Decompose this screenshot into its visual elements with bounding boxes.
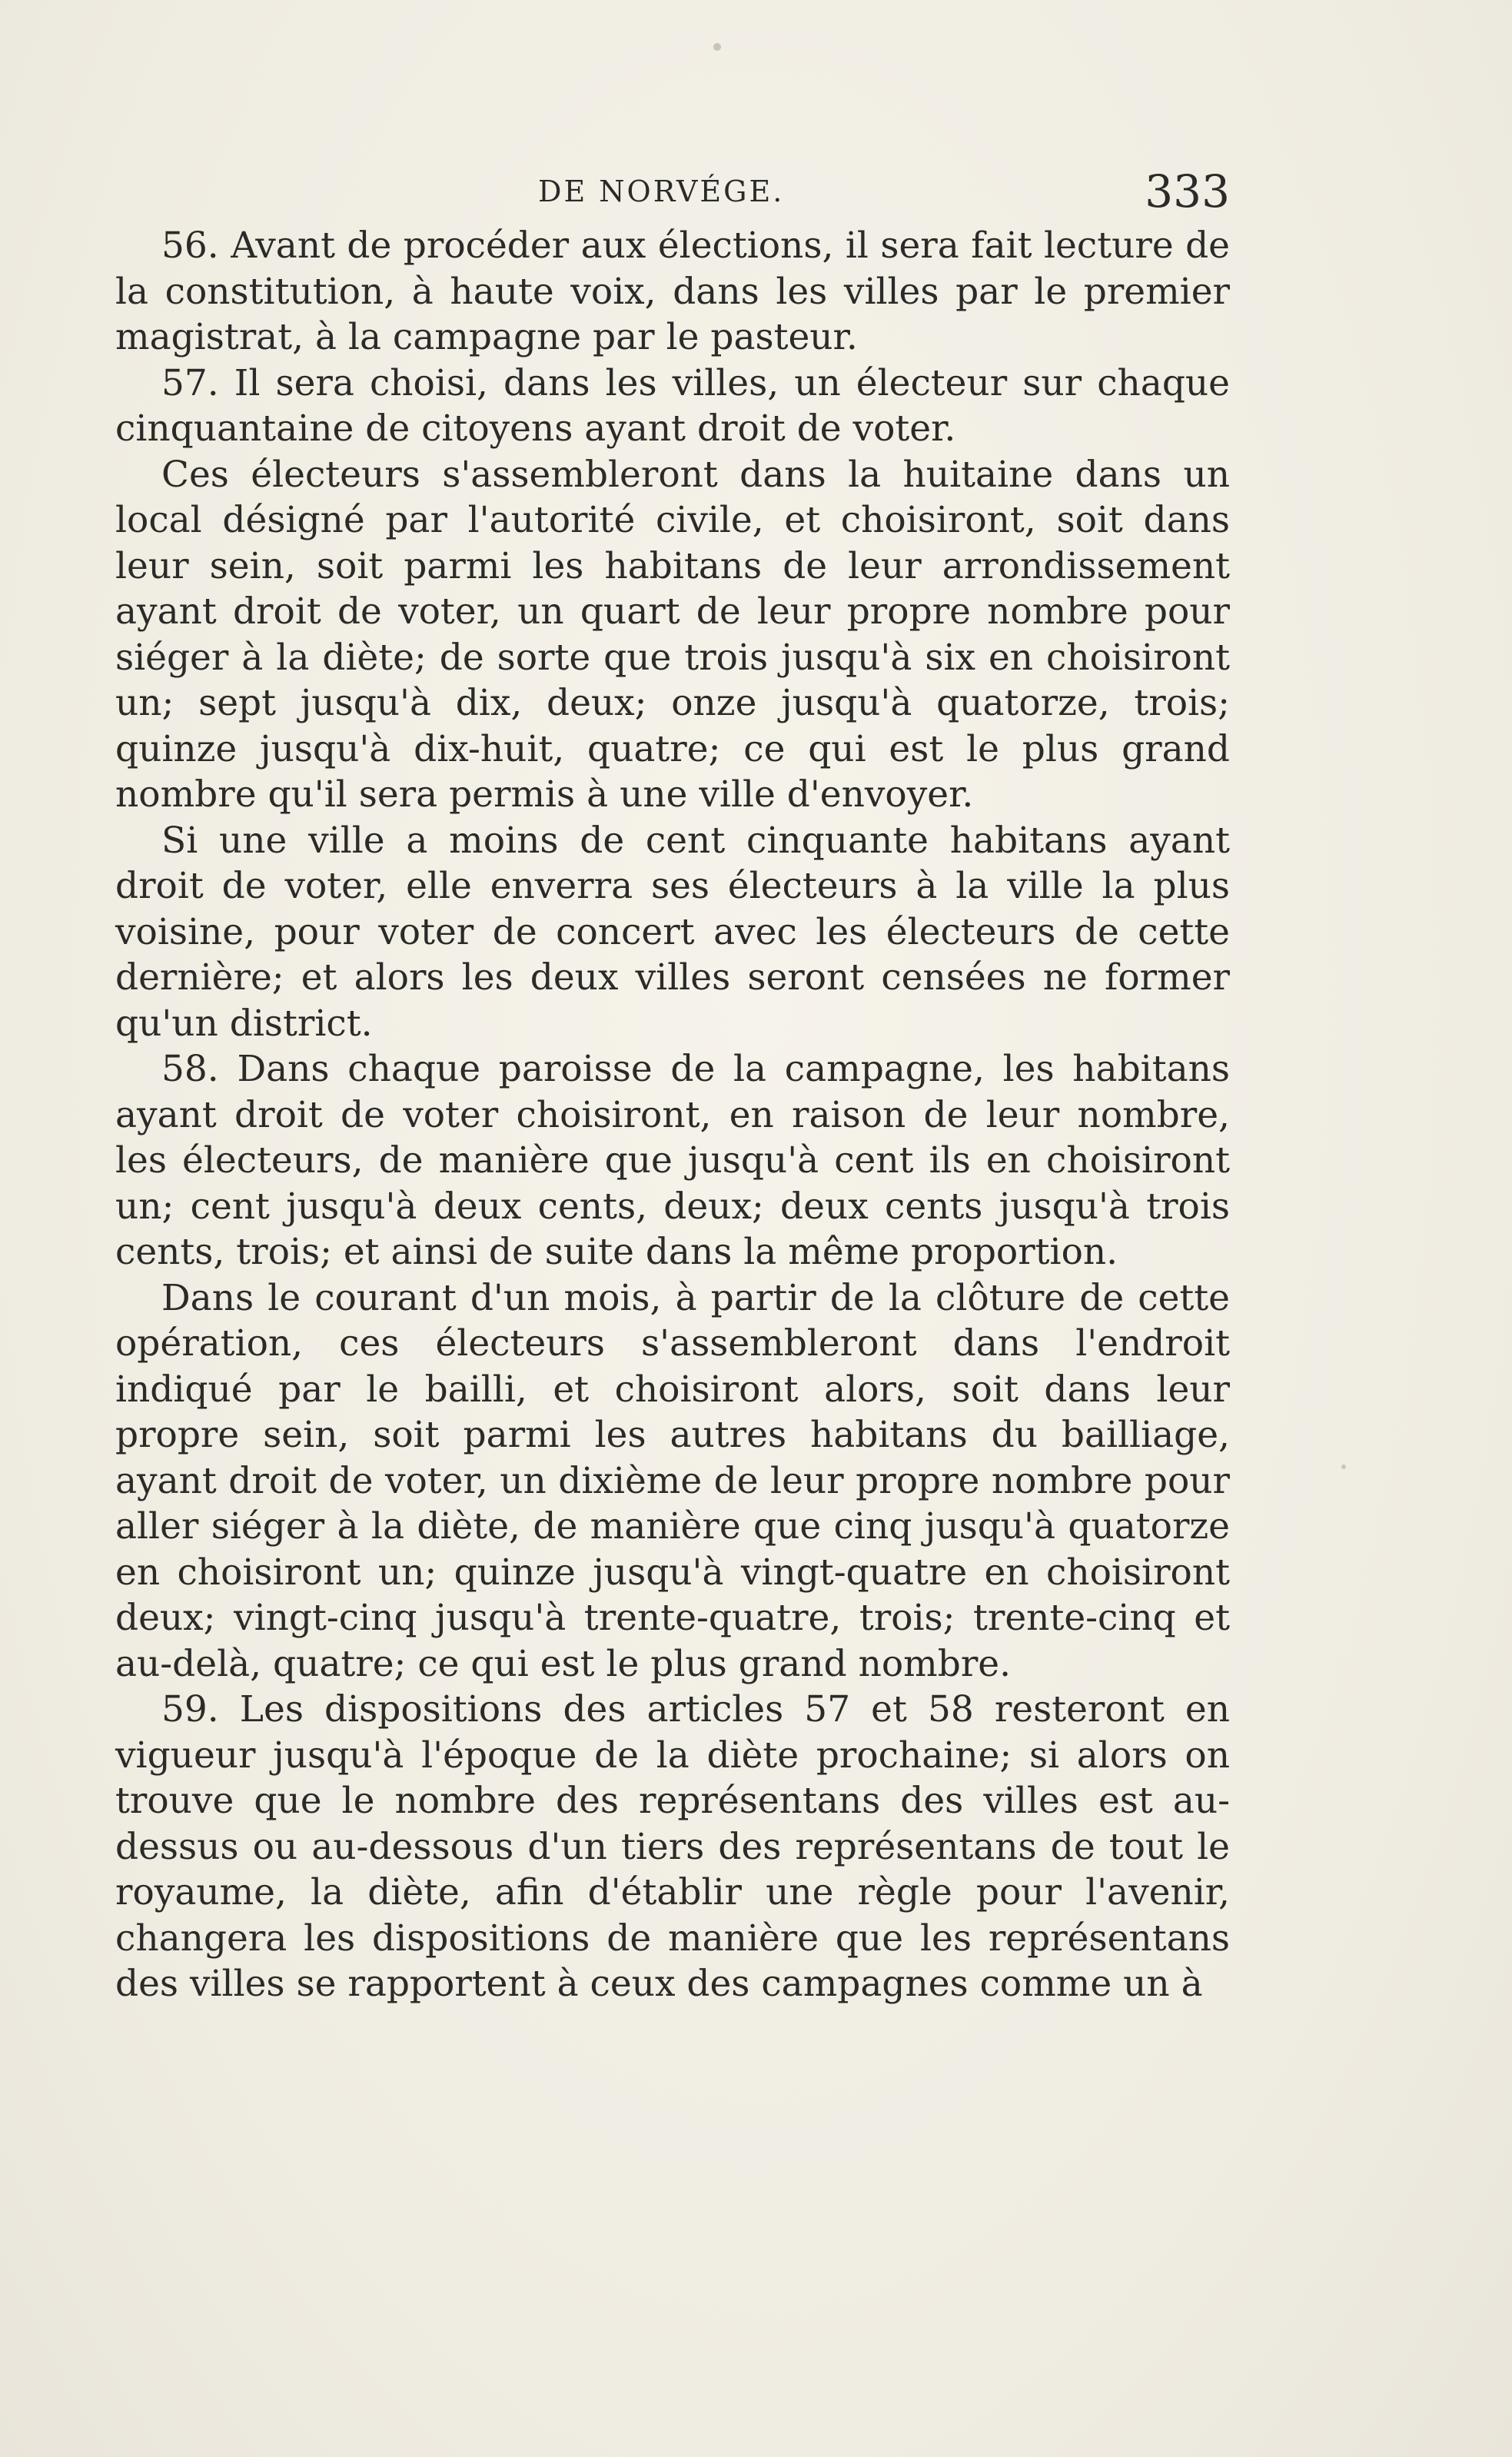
paragraph-electeurs-villes: Ces électeurs s'assembleront dans la huitaine dans un local désigné par l'autorité civile, et choisiront, soit dans leur sein, soit parmi les habitans de leur arrondissement ayant droit de voter, un quart de leur propre nombre pour siéger à la diète; de sorte que trois jusqu'à six en choisiront un; sept jusqu'à dix, deux; onze jusqu'à quatorze, trois; quinze jusqu'à dix-huit, quatre; ce qui est le plus grand nombre qu'il sera permis à une ville d'envoyer. [115,453,1230,816]
paragraph-article-58: 58. Dans chaque paroisse de la campagne, les habitans ayant droit de voter choisiront, en raison de leur nombre, les électeurs, de manière que jusqu'à cent ils en choisiront un; cent jusqu'à deux cents, deux; deux cents jusqu'à trois cents, trois; et ainsi de suite dans la même proportion. [115,1048,1230,1273]
page-header [115,165,1230,219]
paragraph-article-57: 57. Il sera choisi, dans les villes, un électeur sur chaque cinquantaine de citoyens ayant droit de voter. [115,361,1230,450]
paragraph-article-59: 59. Les dispositions des articles 57 et 58 resteront en vigueur jusqu'à l'époque de la diète prochaine; si alors on trouve que le nombre des représentans des villes est au-dessus ou au-dessous d'un tiers des représentans de tout le royaume, la diète, afin d'établir une règle pour l'avenir, changera les dispositions de manière que les représentans des villes se rapportent à ceux des campagnes comme un à [115,1688,1230,2005]
paper-speck [1341,1465,1346,1469]
page-number: 333 [1145,165,1230,218]
paragraph-petite-ville: Si une ville a moins de cent cinquante habitans ayant droit de voter, elle enverra ses électeurs à la ville la plus voisine, pour voter de concert avec les électeurs de cette dernière; et alors les deux villes seront censées ne former qu'un district. [115,819,1230,1045]
paragraph-article-56: 56. Avant de procéder aux élections, il sera fait lecture de la constitution, à haute voix, dans les villes par le premier magistrat, à la campagne par le pasteur. [115,224,1230,358]
paragraph-electeurs-campagne: Dans le courant d'un mois, à partir de la clôture de cette opération, ces électeurs s'assembleront dans l'endroit indiqué par le bailli, et choisiront alors, soit dans leur propre sein, soit parmi les autres habitans du bailliage, ayant droit de voter, un dixième de leur propre nombre pour aller siéger à la diète, de manière que cinq jusqu'à quatorze en choisiront un; quinze jusqu'à vingt-quatre en choisiront deux; vingt-cinq jusqu'à trente-quatre, trois; trente-cinq et au-delà, quatre; ce qui est le plus grand nombre. [115,1276,1230,1685]
body-text [115,223,1230,2007]
running-title: DE NORVÉGE. [538,175,785,208]
paper-speck [713,43,721,51]
